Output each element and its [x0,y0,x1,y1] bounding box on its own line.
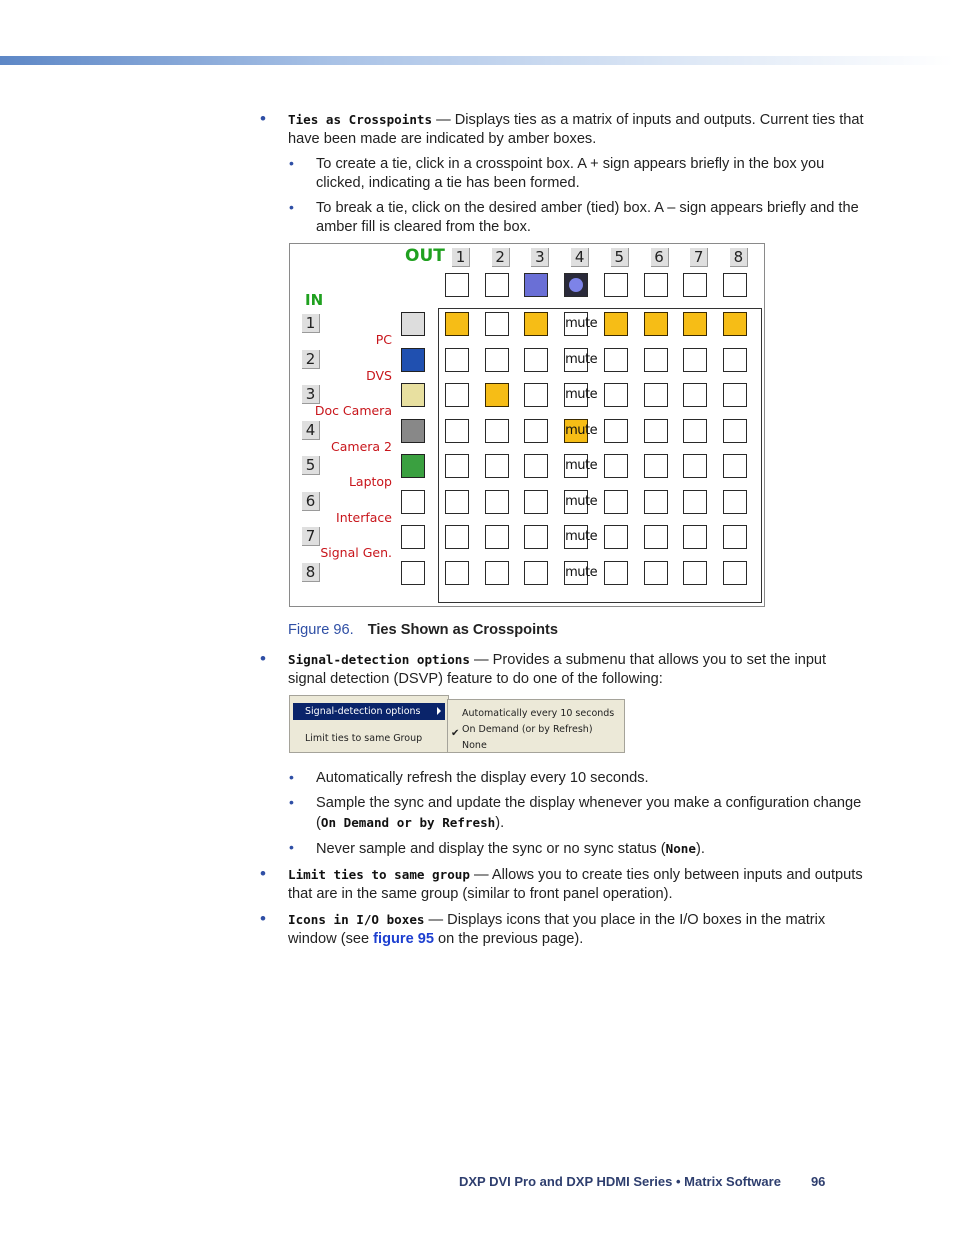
crosspoint-5-1[interactable] [445,454,469,478]
crosspoint-7-3[interactable] [524,525,548,549]
crosspoint-8-3[interactable] [524,561,548,585]
caption-label: Figure 96. [288,622,354,638]
input-7-box[interactable] [401,525,425,549]
crosspoint-7-5[interactable] [604,525,628,549]
crosspoint-2-8[interactable] [723,348,747,372]
crosspoint-4-7[interactable] [683,419,707,443]
crosspoint-8-7[interactable] [683,561,707,585]
mute-label: mute [565,387,598,402]
mute-label: mute [565,351,598,367]
output-4-icon [569,278,583,292]
crosspoint-2-6[interactable] [644,348,668,372]
limit-text: — Allows you to create ties only between inputs and outputs that are in the same group (similar to front panel operation). [288,867,863,902]
crosspoint-1-3[interactable] [524,312,548,336]
crosspoint-8-2[interactable] [485,561,509,585]
submenu-option-none[interactable]: None [462,740,487,751]
crosspoint-8-8[interactable] [723,561,747,585]
crosspoint-6-4[interactable] [564,490,598,514]
crosspoint-4-1[interactable] [445,419,469,443]
mute-label: mute [565,529,598,544]
input-number-4: 4 [302,421,320,440]
signal-detection-submenu [289,695,625,753]
input-name-3: Doc Camera [314,403,392,418]
signal-text: — Provides a submenu that allows you to set the input signal detection (DSVP) feature to do one of the following: [288,652,827,687]
crosspoint-2-1[interactable] [445,348,469,372]
crosspoint-7-8[interactable] [723,525,747,549]
ties-code: Ties as Crosspoints [288,112,433,127]
on-demand-code: On Demand or by Refresh [320,815,496,830]
input-number-5: 5 [302,456,320,475]
crosspoint-7-2[interactable] [485,525,509,549]
bullet-limit-ties [288,865,868,904]
output-box-3[interactable] [524,273,548,297]
output-number-1: 1 [452,248,470,267]
crosspoint-8-1[interactable] [445,561,469,585]
menu-item-signal-detection-label: Signal-detection options [305,706,421,717]
output-box-4[interactable] [564,273,588,297]
crosspoint-6-1[interactable] [445,490,469,514]
crosspoint-3-1[interactable] [445,383,469,407]
crosspoint-2-7[interactable] [683,348,707,372]
on-demand-end: ). [495,815,505,831]
icons-text-end: on the previous page). [434,931,584,947]
crosspoint-3-2[interactable] [485,383,509,407]
mute-label: mute [565,458,598,473]
on-demand-text: Sample the sync and update the display whenever you make a configuration change ( [316,795,862,831]
header-bar [0,56,954,65]
crosspoint-3-8[interactable] [723,383,747,407]
output-box-2[interactable] [485,273,509,297]
bullet-ties-as-crosspoints [288,110,868,149]
output-box-5[interactable] [604,273,628,297]
icons-text: — Displays icons that you place in the I/O boxes in the matrix window (see [288,912,826,947]
figure-caption [288,621,868,640]
input-name-1: PC [375,332,392,347]
crosspoint-5-3[interactable] [524,454,548,478]
crosspoint-5-8[interactable] [723,454,747,478]
input-name-5: Laptop [348,474,392,489]
mute-label: mute [565,422,598,438]
crosspoint-8-6[interactable] [644,561,668,585]
output-number-2: 2 [492,248,510,267]
none-code: None [665,841,696,856]
submenu-option-on-demand[interactable]: On Demand (or by Refresh) [462,724,593,735]
out-label: OUT [405,246,445,266]
mute-label: mute [565,564,598,580]
crosspoint-1-4[interactable] [564,312,598,336]
crosspoint-4-8[interactable] [723,419,747,443]
crosspoint-1-5[interactable] [604,312,628,336]
crosspoint-3-5[interactable] [604,383,628,407]
input-number-1: 1 [302,314,320,333]
output-number-6: 6 [651,248,669,267]
crosspoint-7-4[interactable] [564,525,598,549]
submenu-option-auto[interactable]: Automatically every 10 seconds [462,708,615,719]
output-box-8[interactable] [723,273,747,297]
crosspoint-6-2[interactable] [485,490,509,514]
input-3-device-icon[interactable] [401,383,425,407]
crosspoint-4-4[interactable] [564,419,598,443]
output-number-5: 5 [611,248,629,267]
crosspoint-3-4[interactable] [564,383,598,407]
output-box-7[interactable] [683,273,707,297]
ties-text: — Displays ties as a matrix of inputs and outputs. Current ties that have been made are indicated by amber boxes. [288,112,864,147]
output-box-6[interactable] [644,273,668,297]
footer-title: DXP DVI Pro and DXP HDMI Series • Matrix Software [459,1174,781,1189]
sub-bullet-auto-refresh: • Automatically refresh the display every 10 seconds. [316,769,868,788]
caption-title: Ties Shown as Crosspoints [367,622,559,638]
input-number-7: 7 [302,527,320,546]
input-4-device-icon[interactable] [401,419,425,443]
sub-bullet-break-tie: • To break a tie, click on the desired amber (tied) box. A – sign appears briefly and the amber fill is cleared from the box. [316,199,868,237]
crosspoint-1-1[interactable] [445,312,469,336]
crosspoint-1-7[interactable] [683,312,707,336]
page-number: 96 [810,1174,826,1189]
input-name-7: Signal Gen. [320,545,392,560]
mute-label: mute [565,493,598,509]
input-5-device-icon[interactable] [401,454,425,478]
signal-code: Signal-detection options [288,652,470,667]
input-2-device-icon[interactable] [401,348,425,372]
crosspoint-6-5[interactable] [604,490,628,514]
sub-bullet-on-demand [316,794,868,833]
crosspoint-1-8[interactable] [723,312,747,336]
crosspoint-4-2[interactable] [485,419,509,443]
input-number-8: 8 [302,563,320,582]
input-6-box[interactable] [401,490,425,514]
sub-bullet-none [316,839,868,859]
crosspoint-4-6[interactable] [644,419,668,443]
input-number-2: 2 [302,350,320,369]
crosspoint-4-3[interactable] [524,419,548,443]
page-footer [459,1174,825,1189]
mute-label: mute [565,316,598,331]
crosspoint-5-5[interactable] [604,454,628,478]
input-name-2: DVS [366,367,392,383]
crosspoint-5-6[interactable] [644,454,668,478]
menu-item-limit-ties[interactable]: Limit ties to same Group [305,733,423,744]
crosspoint-2-5[interactable] [604,348,628,372]
crosspoint-6-8[interactable] [723,490,747,514]
crosspoint-1-6[interactable] [644,312,668,336]
crosspoint-3-6[interactable] [644,383,668,407]
crosspoint-3-3[interactable] [524,383,548,407]
crosspoint-7-6[interactable] [644,525,668,549]
crosspoint-4-5[interactable] [604,419,628,443]
crosspoint-2-4[interactable] [564,348,598,372]
output-number-4: 4 [571,248,589,267]
crosspoint-5-7[interactable] [683,454,707,478]
input-name-6: Interface [336,509,392,525]
crosspoint-5-4[interactable] [564,454,598,478]
bullet-signal-detection [288,650,868,689]
context-menu [289,695,449,753]
crosspoint-figure [289,243,765,607]
output-number-7: 7 [690,248,708,267]
crosspoint-6-7[interactable] [683,490,707,514]
input-number-3: 3 [302,385,320,404]
input-8-box[interactable] [401,561,425,585]
crosspoint-2-2[interactable] [485,348,509,372]
crosspoint-6-3[interactable] [524,490,548,514]
crosspoint-1-2[interactable] [485,312,509,336]
output-number-8: 8 [730,248,748,267]
menu-item-signal-detection[interactable] [293,703,445,720]
bullet-icons-in-io-boxes [288,910,868,949]
in-label: IN [305,291,324,309]
crosspoint-3-7[interactable] [683,383,707,407]
sub-bullet-create-tie: • To create a tie, click in a crosspoint box. A + sign appears briefly in the box you clicked, indicating a tie has been formed. [316,155,868,193]
crosspoint-5-2[interactable] [485,454,509,478]
crosspoint-7-1[interactable] [445,525,469,549]
figure-95-link[interactable]: figure 95 [373,931,434,947]
limit-code: Limit ties to same group [288,867,470,882]
crosspoint-7-7[interactable] [683,525,707,549]
page-content [288,110,868,955]
crosspoint-2-3[interactable] [524,348,548,372]
submenu-arrow-icon [437,707,441,715]
crosspoint-6-6[interactable] [644,490,668,514]
input-name-4: Camera 2 [331,438,392,454]
input-number-6: 6 [302,492,320,511]
none-end: ). [695,841,705,857]
none-text: Never sample and display the sync or no sync status ( [316,841,666,857]
submenu-options [447,699,625,753]
crosspoint-8-5[interactable] [604,561,628,585]
input-1-device-icon[interactable] [401,312,425,336]
crosspoint-8-4[interactable] [564,561,598,585]
checkmark-icon: ✔ [451,728,460,739]
icons-code: Icons in I/O boxes [288,912,425,927]
output-number-3: 3 [531,248,549,267]
output-box-1[interactable] [445,273,469,297]
